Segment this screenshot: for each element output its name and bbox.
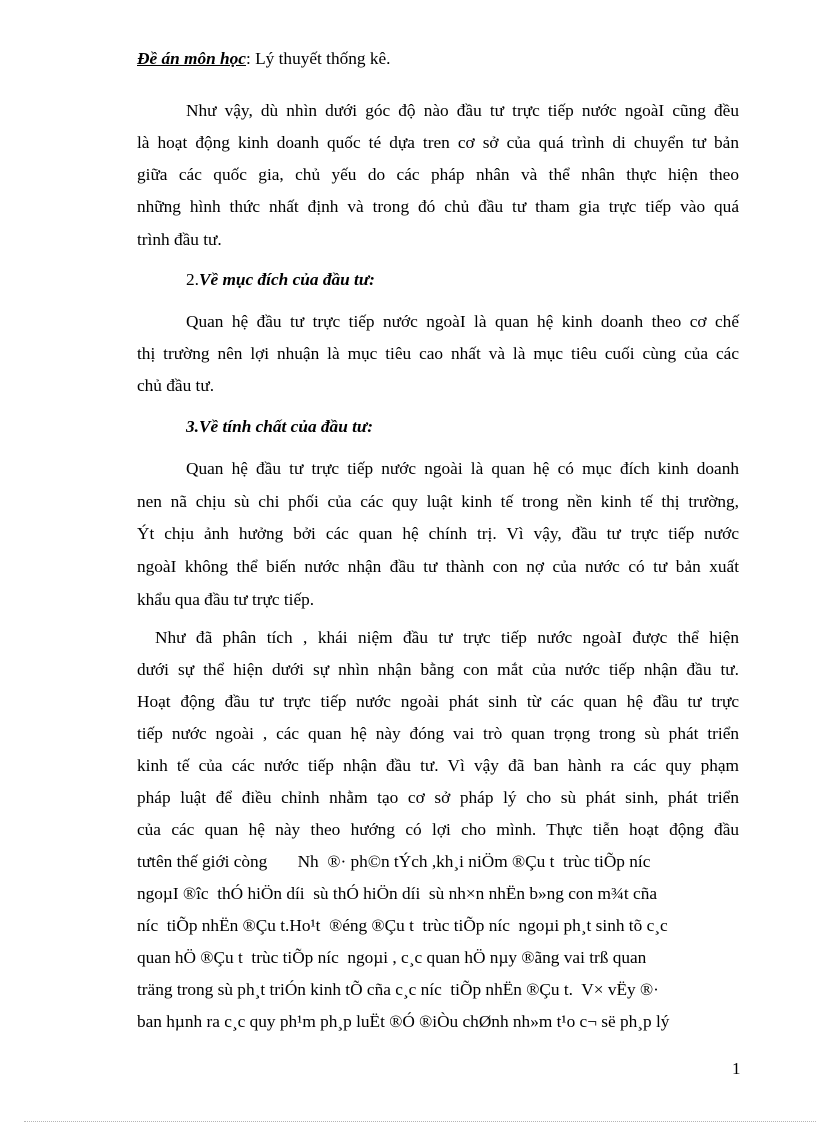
text-line: Như vậy, dù nhìn dưới góc độ nào đầu tư trực tiếp nước ngoàI cũng đều	[186, 101, 739, 120]
text-line: thị trường nên lợi nhuận là mục tiêu cao nhất và là mục tiêu cuối cùng của các	[137, 344, 739, 363]
text-line: Quan hệ đầu tư trực tiếp nước ngoài là quan hệ có mục đích kinh doanh	[186, 459, 739, 478]
text-line: Hoạt động đầu tư trực tiếp nước ngoài phát sinh từ các quan hệ đầu tư trực	[137, 692, 739, 711]
text-line: ngoàI không thể biến nước nhận đầu tư thành con nợ của nước có tư bản xuất	[137, 557, 739, 576]
text-line: giữa các quốc gia, chủ yếu do các pháp nhân và thể nhân thực hiện theo	[137, 165, 739, 184]
page-number: 1	[732, 1059, 741, 1078]
course-label: Đề án môn học	[137, 49, 246, 68]
text-line: pháp luật để điều chỉnh nhằm tạo cơ sở pháp lý cho sù phát sinh, phát triển	[137, 788, 739, 807]
text-line: tưtên thế giới còng Nh ®· ph©n tÝch ,kh¸i niÖm ®Çu t trùc tiÕp níc	[137, 852, 651, 871]
text-line: của các quan hệ này theo hướng có lợi cho mình. Thực tiễn hoạt động đầu	[137, 820, 739, 839]
page-break-rule	[24, 1121, 816, 1122]
text-line: nen nã chịu sù chi phối của các quy luật kinh tế trong nền kinh tế thị trường,	[137, 492, 739, 511]
text-line: Quan hệ đầu tư trực tiếp nước ngoàI là quan hệ kinh doanh theo cơ chế	[186, 312, 739, 331]
text-line: Như đã phân tích , khái niệm đầu tư trực tiếp nước ngoàI được thể hiện	[155, 628, 739, 647]
text-line: những hình thức nhất định và trong đó chủ đầu tư tham gia trực tiếp vào quá	[137, 197, 739, 216]
section-heading-3	[186, 416, 788, 438]
text-line: ngoµI ®îc thÓ hiÖn díi sù thÓ hiÖn díi sù nh×n nhËn b»ng con m¾t cña	[137, 884, 658, 903]
course-subject: : Lý thuyết thống kê.	[245, 49, 391, 68]
text-line: quan hÖ ®Çu t trùc tiÕp níc ngoµi , c¸c quan hÖ nµy ®ãng vai trß quan	[137, 948, 647, 967]
text-line: dưới sự thể hiện dưới sự nhìn nhận bằng con mắt của nước tiếp nhận đầu tư.	[137, 660, 739, 679]
text-line: ban hµnh ra c¸c quy ph¹m ph¸p luËt ®Ó ®iÒu chØnh nh»m t¹o c¬ së ph¸p lý	[137, 1012, 670, 1031]
text-line: tiếp nước ngoài , các quan hệ này đóng vai trò quan trọng trong sù phát triển	[137, 724, 739, 743]
section-heading-2	[186, 269, 788, 291]
text-line: khẩu qua đầu tư trực tiếp.	[137, 590, 315, 609]
text-line: träng trong sù ph¸t triÓn kinh tÕ cña c¸c níc tiÕp nhËn ®Çu t. V× vËy ®·	[137, 980, 659, 999]
text-line: trình đầu tư.	[137, 230, 222, 249]
text-line: chủ đầu tư.	[137, 376, 215, 395]
text-line: kinh tế của các nước tiếp nhận đầu tư. Vì vậy đã ban hành ra các quy phạm	[137, 756, 739, 775]
heading-text: Về tính chất của đầu tư:	[198, 417, 374, 436]
text-line: Ýt chịu ảnh hưởng bởi các quan hệ chính trị. Vì vậy, đầu tư trực tiếp nước	[137, 524, 739, 543]
text-line: là hoạt động kinh doanh quốc té dựa tren cơ sở của quá trình di chuyển tư bản	[137, 133, 739, 152]
document-header	[137, 48, 739, 70]
heading-number: 2.	[186, 270, 199, 289]
text-line: níc tiÕp nhËn ®Çu t.Ho¹t ®éng ®Çu t trùc tiÕp níc ngoµi ph¸t sinh tõ c¸c	[137, 916, 668, 935]
heading-number: 3.	[186, 417, 199, 436]
heading-text: Về mục đích của đầu tư:	[198, 270, 375, 289]
